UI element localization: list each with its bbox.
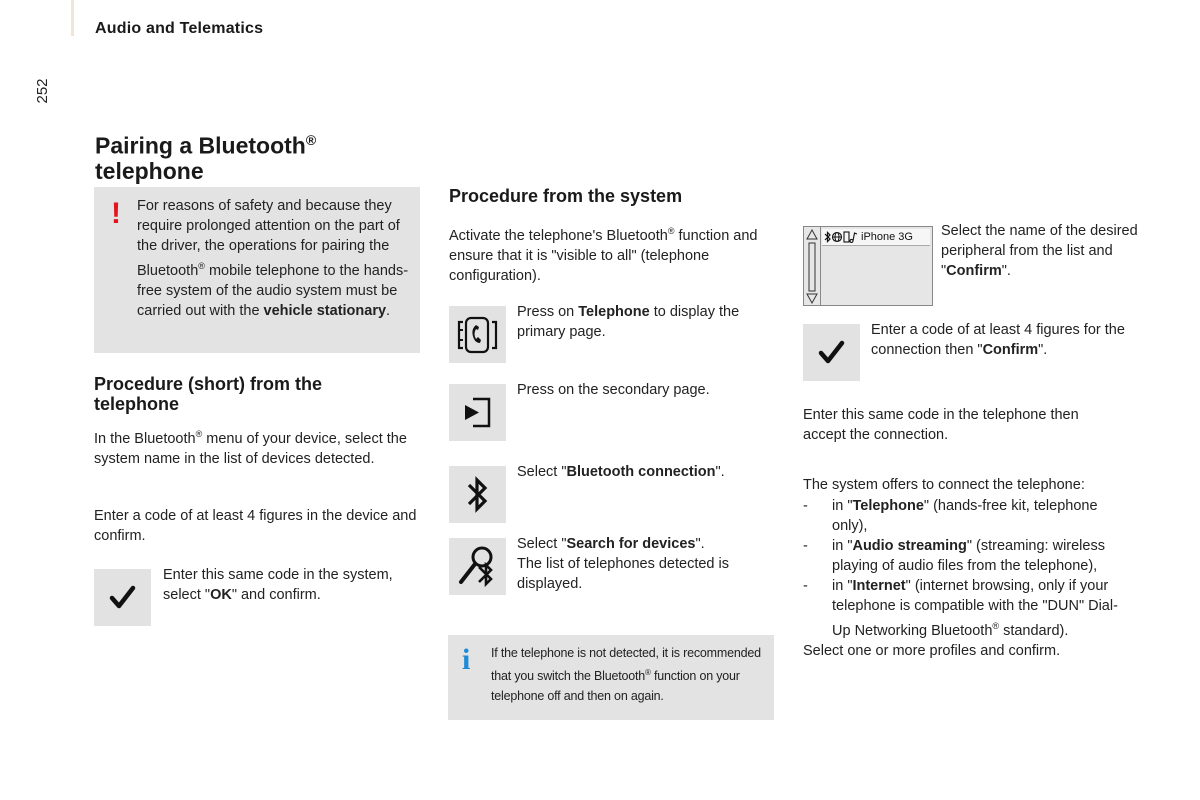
- step-telephone-text: Press on Telephone to display the primary page.: [517, 304, 740, 340]
- short-procedure-para1: In the Bluetooth® menu of your device, select the system name in the list of devices detected.: [94, 429, 407, 467]
- safety-warning-text: For reasons of safety and because they require prolonged attention on the part of the driver, the operations for pairing the Bluetooth® mobile telephone to the hands-free system of the audio system must be carried out with the vehicle stationary.: [137, 198, 409, 319]
- system-procedure-intro: Activate the telephone's Bluetooth® function and ensure that it is "visible to all" (telephone configuration).: [449, 226, 758, 284]
- bluetooth-button-tile: [449, 466, 506, 523]
- checkmark-icon: [803, 324, 860, 381]
- list-item: - in "Audio streaming" (streaming: wireless playing of audio files from the telephone),: [803, 536, 1133, 576]
- short-procedure-heading: Procedure (short) from the telephone: [94, 374, 323, 414]
- info-text: If the telephone is not detected, it is recommended that you switch the Bluetooth® function on your telephone off and then on again.: [491, 646, 761, 704]
- list-item: - in "Telephone" (hands-free kit, telephone only),: [803, 496, 1133, 536]
- enter-same-code-text: Enter this same code in the telephone then accept the connection.: [803, 407, 1079, 443]
- bluetooth-icon: [449, 466, 506, 523]
- list-item: - in "Internet" (internet browsing, only if your telephone is compatible with the "DUN" Dial-Up Networking Bluetooth® standard).: [803, 576, 1133, 641]
- checkmark-button-tile: [94, 569, 151, 626]
- confirm-button-tile: [803, 324, 860, 381]
- step-secondary-page-text: Press on the secondary page.: [517, 382, 710, 398]
- select-peripheral-text: Select the name of the desired peripheral from the list and "Confirm".: [941, 223, 1138, 279]
- title-reg-mark: ®: [305, 132, 317, 148]
- secondary-page-icon: [449, 384, 506, 441]
- device-list-item[interactable]: [822, 229, 930, 246]
- info-icon: i: [462, 643, 471, 676]
- profiles-list: [803, 496, 1133, 661]
- bluetooth-globe-phone-music-icons: [823, 230, 859, 244]
- step-bluetooth-text: Select "Bluetooth connection".: [517, 464, 725, 480]
- scroll-arrows-icon: [804, 227, 820, 305]
- page-title: [95, 128, 425, 184]
- short-procedure-para2: Enter a code of at least 4 figures in the device and confirm.: [94, 508, 417, 544]
- scrollbar[interactable]: [804, 227, 821, 305]
- telephone-icon: [449, 306, 506, 363]
- telephone-button-tile: [449, 306, 506, 363]
- info-box: [448, 635, 774, 720]
- safety-warning-box: [94, 187, 420, 353]
- page-number: 252: [34, 78, 51, 104]
- device-name: iPhone 3G: [861, 231, 913, 243]
- search-devices-icon: [449, 538, 506, 595]
- search-devices-button-tile: [449, 538, 506, 595]
- secondary-page-button-tile: [449, 384, 506, 441]
- enter-code-text: Enter a code of at least 4 figures for the connection then "Confirm".: [871, 322, 1125, 358]
- checkmark-icon: [94, 569, 151, 626]
- title-line1: Pairing a Bluetooth: [95, 132, 306, 159]
- exclamation-icon: !: [111, 197, 121, 230]
- short-procedure-step: Enter this same code in the system, select "OK" and confirm.: [163, 567, 393, 603]
- step-search-devices-text: Select "Search for devices". The list of telephones detected is displayed.: [517, 536, 729, 592]
- header-accent-bar: [71, 0, 74, 36]
- section-header: Audio and Telematics: [95, 20, 264, 37]
- device-list-screen: [803, 226, 933, 306]
- system-offers-text: The system offers to connect the telephone:: [803, 477, 1085, 493]
- title-line2: telephone: [95, 157, 204, 184]
- closing-text: Select one or more profiles and confirm.: [803, 642, 1061, 659]
- system-procedure-heading: Procedure from the system: [449, 186, 683, 206]
